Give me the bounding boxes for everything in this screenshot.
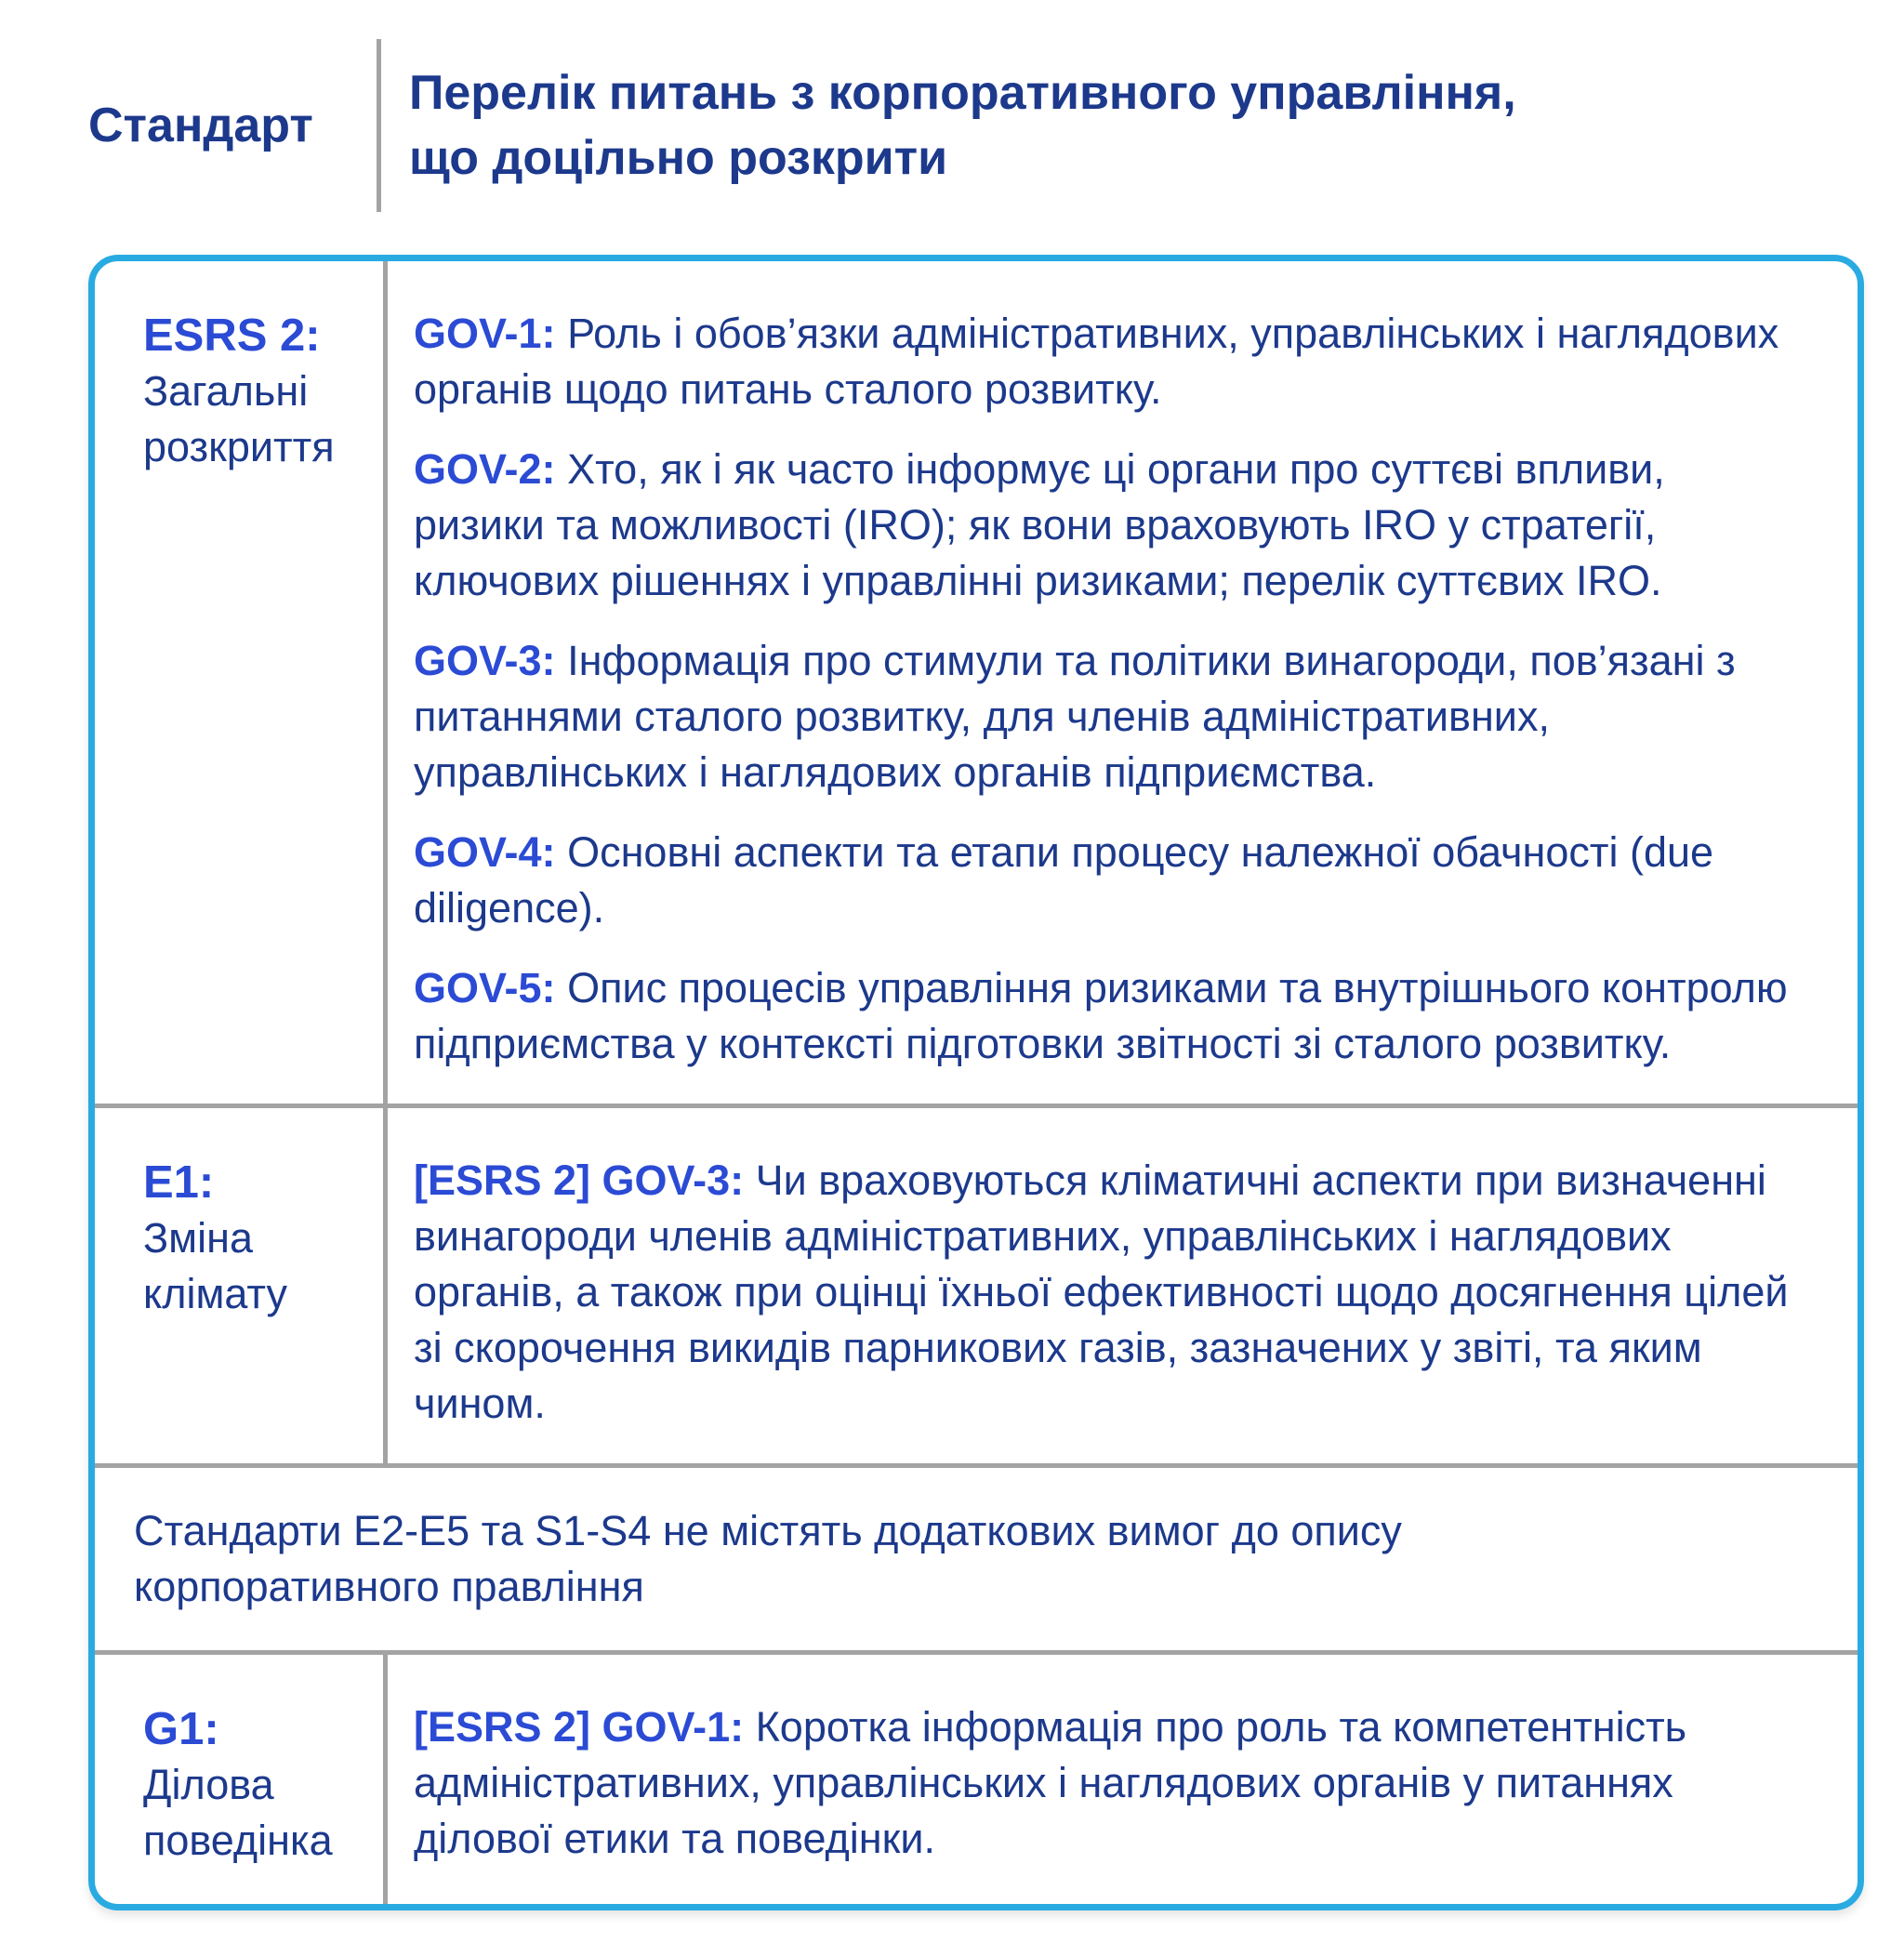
questions-cell-esrs2 xyxy=(383,261,1858,1104)
no-additional-requirements-note: Стандарти E2-E5 та S1-S4 не містять додаткових вимог до опису корпоративного правління xyxy=(134,1507,1402,1610)
questions-cell-g1 xyxy=(383,1655,1858,1904)
gov-item-label: GOV-2: xyxy=(414,445,556,493)
gov-item-label: GOV-1: xyxy=(414,310,556,357)
table-row-e1 xyxy=(95,1104,1858,1463)
gov-item-text: Роль і обов’язки адміністративних, управлінських і наглядових органів щодо питань сталого розвитку. xyxy=(414,310,1779,413)
standard-code: E1: xyxy=(143,1157,215,1208)
header-standard-column-title xyxy=(88,39,377,212)
standard-name: Загальні розкриття xyxy=(143,367,335,470)
standard-cell-e1 xyxy=(95,1108,383,1463)
table-row-g1 xyxy=(95,1650,1858,1904)
gov-item-1 xyxy=(414,1153,1806,1432)
gov-item-1 xyxy=(414,1699,1806,1867)
gov-item-text: Коротка інформація про роль та компетентність адміністративних, управлінських і наглядових органів у питаннях ділової етики та поведінки. xyxy=(414,1703,1687,1862)
governance-disclosure-table xyxy=(88,255,1864,1910)
gov-item-5 xyxy=(414,960,1806,1072)
standard-name: Зміна клімату xyxy=(143,1214,288,1317)
gov-item-1 xyxy=(414,306,1806,417)
gov-item-text: Основні аспекти та етапи процесу належної обачності (due diligence). xyxy=(414,828,1714,932)
gov-item-3 xyxy=(414,633,1806,800)
header-standard-label: Стандарт xyxy=(88,99,313,152)
standard-cell-esrs2 xyxy=(95,261,383,1104)
gov-item-4 xyxy=(414,825,1806,936)
standard-code: ESRS 2: xyxy=(143,311,321,361)
gov-item-label: GOV-4: xyxy=(414,828,556,876)
page xyxy=(0,39,1904,1910)
standard-code: G1: xyxy=(143,1704,219,1754)
gov-item-text: Опис процесів управління ризиками та внутрішнього контролю підприємства у контексті підготовки звітності зі сталого розвитку. xyxy=(414,964,1788,1067)
gov-item-label: GOV-5: xyxy=(414,964,556,1011)
table-header xyxy=(88,39,1859,212)
questions-cell-e1 xyxy=(383,1108,1858,1463)
table-row-esrs2 xyxy=(95,261,1858,1104)
gov-item-label: [ESRS 2] GOV-3: xyxy=(414,1157,745,1204)
gov-item-label: [ESRS 2] GOV-1: xyxy=(414,1703,745,1751)
table-row-note xyxy=(95,1463,1858,1650)
gov-item-label: GOV-3: xyxy=(414,637,556,684)
standard-name: Ділова поведінка xyxy=(143,1761,333,1864)
header-title-line-1: Перелік питань з корпоративного управління, xyxy=(409,66,1516,120)
gov-item-text: Хто, як і як часто інформує ці органи про суттєві впливи, ризики та можливості (IRO); як вони враховують IRO у стратегії, ключових рішеннях і управлінні ризиками; перелік суттєвих IRO. xyxy=(414,445,1665,604)
header-title-line-2: що доцільно розкрити xyxy=(409,131,948,185)
standard-cell-g1 xyxy=(95,1655,383,1904)
gov-item-text: Інформація про стимули та політики винагороди, пов’язані з питаннями сталого розвитку, для членів адміністративних, управлінських і наглядових органів підприємства. xyxy=(414,637,1736,796)
gov-item-2 xyxy=(414,442,1806,609)
gov-item-text: Чи враховуються кліматичні аспекти при визначенні винагороди членів адміністративних, управлінських і наглядових органів, а також при оцінці їхньої ефективності щодо досягнення цілей зі скорочення викидів парникових газів, зазначених у звіті, та яким чином. xyxy=(414,1157,1789,1427)
header-questions-column-title xyxy=(381,39,1516,212)
